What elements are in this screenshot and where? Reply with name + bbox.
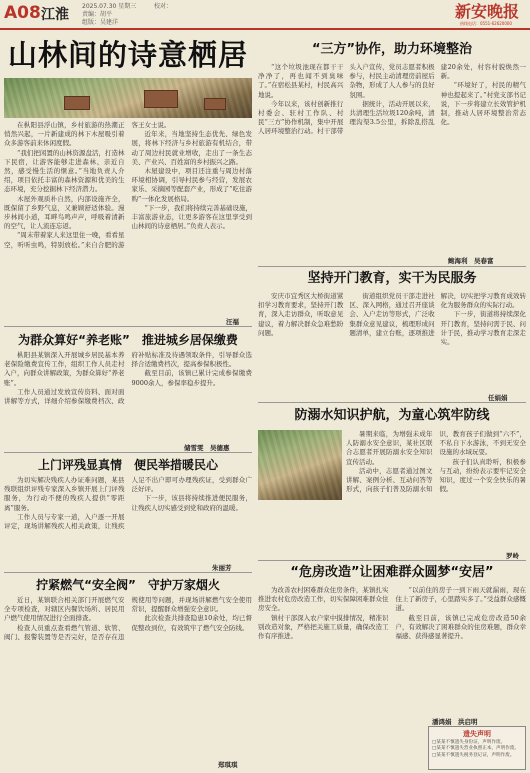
right-bottom-title-wrap xyxy=(258,563,526,585)
right-top-paragraph: 今年以来，该村创新推行村委会、驻村工作队、村民“三方”协作机制，集中开展人居环境整治行动。村干部带头入户宣传，党员志愿者积极参与，村民主动清理房前屋后杂物，形成了人人参与的良好氛围。 xyxy=(258,63,435,136)
page-date: 2025.07.30 xyxy=(82,3,117,10)
right-top-paragraph: “这个垃圾池现在都干干净净了，再也闻不到臭味了。”在宿松县某村，村民高兴地说。 xyxy=(258,63,344,99)
left-mid-paragraph: 枞阳县某镇深入开展城乡居民基本养老保险缴费宣传工作，组织工作人员走村入户，向群众讲解政策，为群众算好“养老账”。 xyxy=(4,351,125,387)
paper-logo: 新安晚报 xyxy=(454,2,519,21)
right-fire-title: 防溺水知识护航，为童心筑牢防线 xyxy=(294,408,490,423)
main-article-paragraph: “我们把闲置的山林资源盘活，打造林下民宿，让游客能够走进森林、亲近自然，感受慢生活的惬意。”当地负责人介绍，项目依托丰富的森林资源和优美的生态环境，充分挖掘林下经济潜力。 xyxy=(4,148,125,194)
right-mid-title: 坚持开门教育，实干为民服务 xyxy=(307,271,477,286)
page-header xyxy=(0,0,530,30)
left-bottom-paragraph: 检查人员重点查看燃气管道、软管、阀门、报警装置等是否完好，是否存在违规使用等问题，并现场讲解燃气安全使用常识，提醒群众增强安全意识。 xyxy=(4,596,252,641)
left-service-paragraph: 为切实解决残疾人办证难问题，某县残联组织评残专家深入乡镇开展上门评残服务，为行动不便的残疾人提供“零距离”服务。 xyxy=(4,476,125,512)
left-service-body xyxy=(4,476,252,561)
lost-notice-line: □某某不慎遗失营业执照正本，声明作废。 xyxy=(432,746,520,752)
divider xyxy=(258,560,526,561)
page-meta-right xyxy=(154,3,172,11)
left-mid-paragraph: 截至目前，该镇已累计完成参保缴费9000余人，参保率稳步提升。 xyxy=(131,369,252,387)
main-article-paragraph: 木屋外观质朴自然，内部设施齐全，既保留了乡野气息，又兼顾舒适体验。漫步林间小道，耳畔鸟鸣声声，呼吸着清新的空气，让人流连忘返。 xyxy=(4,194,125,231)
main-article-paragraph: “周末带着家人来这里住一晚，看看星空，听听虫鸣，特别放松。”来自合肥的游客王女士说。 xyxy=(4,121,171,249)
main-article-paragraph: “下一步，我们将持续完善基础设施，丰富旅游业态，让更多游客在这里享受到山林间的诗意栖居。”负责人表示。 xyxy=(131,203,252,231)
right-mid-paragraph: 街道组织党员干部走进社区、深入网格，通过召开座谈会、入户走访等形式，广泛收集群众意见建议，梳理形成问题清单，建立台账，逐项推进解决，切实把学习教育成效转化为服务群众的实际行动。 xyxy=(349,292,526,337)
left-service-title: 上门评残显真情 便民举措暖民心 xyxy=(37,458,218,472)
divider xyxy=(4,326,252,327)
lost-notice-line: □某某不慎遗失税务登记证，声明作废。 xyxy=(432,752,515,758)
left-bottom-author: 郑琪琪 xyxy=(218,761,238,769)
main-article-title: 山林间的诗意栖居 xyxy=(7,38,248,72)
divider xyxy=(4,572,252,573)
main-article-paragraph: 近年来，当地坚持生态优先、绿色发展，将林下经济与乡村旅游有机结合，带动了周边村民就业增收，走出了一条生态美、产业兴、百姓富的乡村振兴之路。 xyxy=(131,130,252,166)
right-bottom-author: 潘鸿娟 洪启明 xyxy=(432,718,478,726)
right-mid-paragraph: 安庆市宜秀区大桥街道紧扣学习教育要求，坚持开门教育，深入走访群众，听取意见建议，着力解决群众急难愁盼问题。 xyxy=(258,292,344,337)
right-top-author: 鲍海利 吴春富 xyxy=(448,257,494,265)
left-bottom-body xyxy=(4,596,252,759)
left-mid-title-wrap xyxy=(4,330,252,350)
right-fire-body xyxy=(346,430,526,550)
page-proof: 校对： xyxy=(154,3,173,10)
left-service-paragraph: 下一步，该县将持续推进便民服务，让残疾人切实感受到党和政府的温暖。 xyxy=(131,494,252,512)
right-fire-paragraph: 活动中，志愿者通过图文讲解、案例分析、互动问答等形式，向孩子们普及防溺水知识，教育孩子们做到“六不”，不私自下水游泳，不到无安全设施的水域玩耍。 xyxy=(346,430,526,494)
page-weekday: 星期三 xyxy=(118,3,137,10)
right-top-body xyxy=(258,63,526,255)
right-bottom-title: “危房改造”让困难群众圆梦“安居” xyxy=(290,565,494,580)
lost-notice-box xyxy=(428,726,526,770)
left-service-title-wrap xyxy=(4,455,252,475)
left-mid-paragraph: 工作人员通过发放宣传资料、面对面讲解等方式，详细介绍参保缴费档次、政府补贴标准及待遇领取条件，引导群众选择合适缴费档次，提高参保积极性。 xyxy=(4,351,252,406)
divider xyxy=(258,266,526,267)
section-name: 江淮 xyxy=(41,7,69,23)
lost-notice-line: □某某不慎遗失身份证，声明作废。 xyxy=(432,740,506,745)
right-mid-body xyxy=(258,292,526,392)
left-mid-title: 为群众算好“养老账” 推进城乡居保缴费 xyxy=(18,333,238,347)
main-article-paragraph: 木屋建设中，项目还注重与周边村落环境相协调，引导村民参与经营，发展农家乐、采摘园等配套产业，形成了“吃住游购”一体化发展格局。 xyxy=(131,167,252,203)
right-bottom-paragraph: 镇村干部深入农户家中摸排情况，精准识别改造对象，严格把关施工质量，确保改造工作有序推进。 xyxy=(258,613,389,641)
page-number: A08 xyxy=(4,3,41,23)
main-article-paragraph: 在枞阳县浮山镇，乡村旅游的热潮正悄然兴起，一片新建成的林下木屋吸引着众多游客前来休闲度假。 xyxy=(4,121,125,148)
right-fire-author: 罗岭 xyxy=(506,552,519,560)
left-bottom-paragraph: 此次检查共排查隐患10余处，均已督促整改到位，有效筑牢了燃气安全防线。 xyxy=(131,614,252,632)
lost-notice-title: 遗失声明 xyxy=(463,730,491,738)
page-meta-left xyxy=(82,3,136,27)
right-top-title-wrap xyxy=(258,40,526,62)
right-mid-author: 任娟娟 xyxy=(488,394,508,402)
left-service-paragraph: 工作人员与专家一道，入户逐一开展评定，现场讲解残疾人相关政策，让残疾人足不出户即可办理残疾证，受到群众广泛好评。 xyxy=(4,476,252,531)
right-fire-title-wrap xyxy=(258,406,526,428)
left-service-author: 朱丽芳 xyxy=(212,564,232,572)
page-designer: 组版：吴建洋 xyxy=(82,19,119,26)
left-bottom-title: 拧紧燃气“安全阀” 守护万家烟火 xyxy=(36,578,220,592)
right-top-paragraph: 据统计，活动开展以来，共清理生活垃圾120余吨，清理沟渠3.5公里，拆除乱搭乱建20余处，村容村貌焕然一新。 xyxy=(349,63,526,127)
right-bottom-paragraph: 为改善农村困难群众住房条件，某镇扎实推进农村危房改造工作，切实保障困难群众住房安全。 xyxy=(258,586,389,613)
right-fire-paragraph: 孩子们认真聆听，积极参与互动，纷纷表示要牢记安全知识，度过一个安全快乐的暑假。 xyxy=(439,457,526,494)
right-bottom-paragraph: 截至目前，该镇已完成危房改造50余户，有效解决了困难群众的住房难题，群众幸福感、获得感显著提升。 xyxy=(395,613,526,641)
left-mid-author: 储雪雯 吴德惠 xyxy=(184,444,230,452)
right-mid-title-wrap xyxy=(258,269,526,291)
left-mid-body xyxy=(4,351,252,441)
page-editor: 责编：胡平 xyxy=(82,11,113,18)
right-top-paragraph: “环境好了，村民的精气神也提起来了。”村党支部书记说，下一步将建立长效管护机制，推动人居环境整治常态化。 xyxy=(440,81,526,127)
main-article-photo xyxy=(4,78,252,118)
left-bottom-paragraph: 近日，某镇联合相关部门开展燃气安全专项检查，对辖区内餐饮场所、居民用户燃气使用情况进行全面排查。 xyxy=(4,596,125,623)
divider xyxy=(4,452,252,453)
main-article-author: 汪福 xyxy=(226,318,239,326)
right-fire-paragraph: 暑期来临，为增强未成年人防溺水安全意识，某社区联合志愿者开展防溺水安全知识宣传活动。 xyxy=(346,430,433,466)
right-fire-photo xyxy=(258,430,342,500)
paper-hotline: 热线电话：0551-62620000 xyxy=(460,21,512,26)
divider xyxy=(258,402,526,403)
right-bottom-body xyxy=(258,586,526,720)
right-mid-paragraph: 下一步，街道将持续深化开门教育，坚持问需于民、问计于民，推动学习教育走深走实。 xyxy=(440,310,526,347)
left-bottom-title-wrap xyxy=(4,575,252,595)
right-bottom-paragraph: “以前住的房子一到下雨天就漏雨，现在住上了新房子，心里踏实多了。”受益群众感慨道。 xyxy=(395,586,526,613)
main-article-body xyxy=(4,121,252,316)
right-top-title: “三方”协作，助力环境整治 xyxy=(311,42,473,57)
